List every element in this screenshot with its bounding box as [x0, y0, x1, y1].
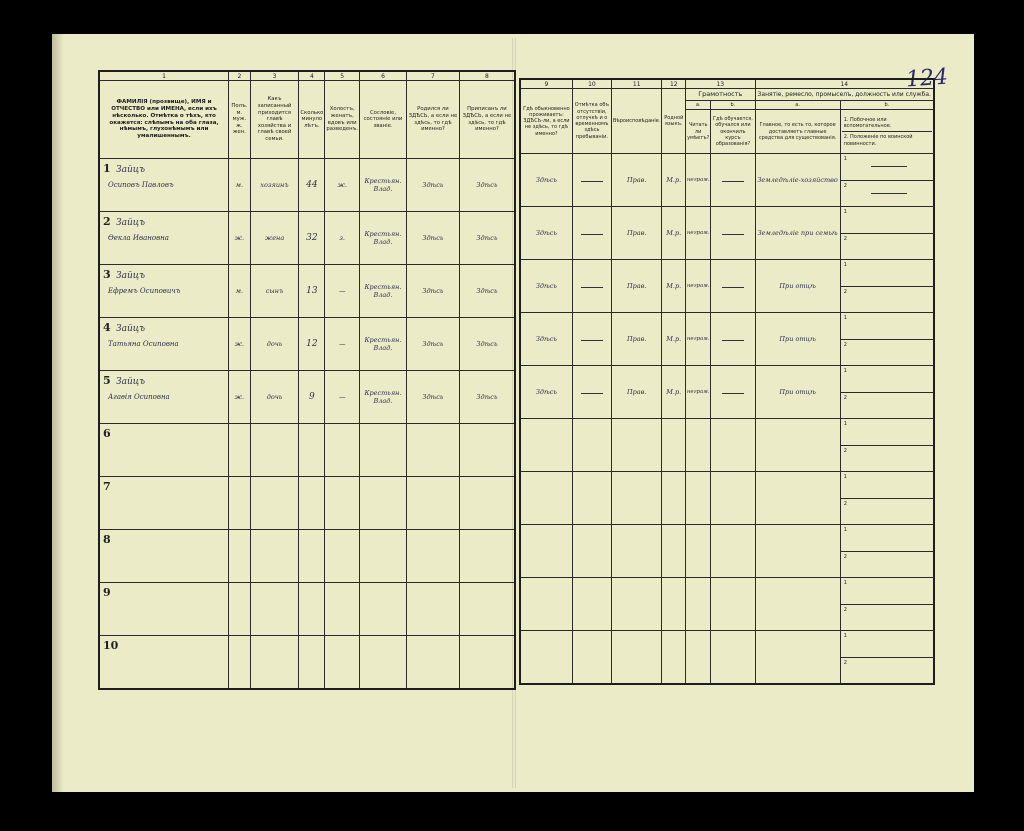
marital-status	[325, 477, 360, 530]
row-number: 3	[103, 268, 111, 281]
sub-number: 2	[843, 606, 847, 613]
header-schooling: Гдѣ обучается, обучался или окончилъ курсъ образованія?	[711, 110, 755, 154]
header-main-occupation: Главное, то есть то, которое доставляетъ главные средства для существованія.	[755, 110, 840, 154]
header-occupation-b: b.	[840, 101, 934, 110]
table-row	[520, 419, 934, 472]
given-name: Ѳекла Ивановна	[108, 234, 169, 242]
table-row	[520, 260, 934, 313]
main-occupation: При отцѣ	[755, 260, 840, 313]
side-line-2	[841, 181, 933, 207]
sex	[229, 583, 251, 636]
col-num: 14	[755, 79, 934, 89]
registration: Здѣсь	[459, 159, 515, 212]
side-occupation	[840, 578, 934, 631]
sub-number: 1	[843, 262, 847, 269]
header-col-6: Сословіе, состояніе или званіе.	[360, 81, 407, 159]
absence	[572, 525, 611, 578]
birthplace: Здѣсь	[406, 371, 459, 424]
sub-number: 1	[843, 474, 847, 481]
absence	[572, 366, 611, 419]
side-line-2	[841, 287, 933, 313]
side-line-2	[841, 499, 933, 525]
estate	[360, 424, 407, 477]
table-row	[99, 212, 515, 265]
header-absence: Отмѣтка объ отсутствіи, отлучкѣ и о временномъ здѣсь пребываніи.	[572, 89, 611, 154]
given-name: Осиповъ Павловъ	[108, 181, 174, 189]
side-line-2	[841, 605, 933, 631]
sub-number: 1	[843, 633, 847, 640]
marital-status	[325, 424, 360, 477]
header-side-2: 2. Положеніе по воинской повинности.	[842, 131, 932, 149]
schooling	[711, 525, 755, 578]
row-number: 7	[103, 480, 111, 493]
header-side-occupation	[840, 110, 934, 154]
sex: ж.	[229, 318, 251, 371]
column-header-row	[99, 81, 515, 159]
sex: ж.	[229, 371, 251, 424]
absence	[572, 207, 611, 260]
birthplace: Здѣсь	[406, 265, 459, 318]
birthplace	[406, 424, 459, 477]
sub-number: 1	[843, 209, 847, 216]
main-occupation	[755, 419, 840, 472]
sex	[229, 530, 251, 583]
estate	[360, 583, 407, 636]
sub-number: 1	[843, 527, 847, 534]
name-cell	[99, 371, 229, 424]
col-num: 7	[406, 71, 459, 81]
surname: Зайцъ	[116, 165, 146, 175]
registration	[459, 530, 515, 583]
absence	[572, 631, 611, 685]
sex: м.	[229, 159, 251, 212]
dash-mark	[722, 287, 744, 288]
row-number: 9	[103, 586, 111, 599]
age	[299, 424, 325, 477]
table-row	[99, 159, 515, 212]
absence	[572, 260, 611, 313]
row-number: 4	[103, 321, 111, 334]
absence	[572, 419, 611, 472]
literacy: неграм.	[686, 207, 711, 260]
row-number: 10	[103, 639, 119, 652]
marital-status: —	[325, 371, 360, 424]
sex	[229, 424, 251, 477]
header-residence: Гдѣ обыкновенно проживаетъ: ЗДѢСЬ-ли, а если не здѣсь, то гдѣ именно?	[520, 89, 572, 154]
absence	[572, 472, 611, 525]
language: М.р.	[662, 260, 686, 313]
page-number: 124	[905, 64, 949, 93]
absence	[572, 154, 611, 207]
absence	[572, 578, 611, 631]
side-line-1	[841, 366, 933, 393]
literacy: неграм.	[686, 313, 711, 366]
literacy	[686, 525, 711, 578]
side-line-2	[841, 552, 933, 578]
literacy	[686, 472, 711, 525]
dash-mark	[581, 340, 603, 341]
dash-mark	[581, 234, 603, 235]
census-table-left	[98, 70, 516, 690]
estate: Крестьян. Влад.	[360, 265, 407, 318]
absence	[572, 313, 611, 366]
estate: Крестьян. Влад.	[360, 371, 407, 424]
side-occupation	[840, 207, 934, 260]
side-line-1	[841, 419, 933, 446]
residence	[520, 631, 572, 685]
marital-status	[325, 530, 360, 583]
sex	[229, 477, 251, 530]
given-name: Ефремъ Осиповичъ	[108, 287, 181, 295]
table-row	[520, 525, 934, 578]
header-col-7: Родился ли ЗДѢСЬ, а если не здѣсь, то гдѣ именно?	[406, 81, 459, 159]
residence: Здѣсь	[520, 154, 572, 207]
main-occupation: Земледѣліе при семьѣ	[755, 207, 840, 260]
col-num: 2	[229, 71, 251, 81]
main-occupation	[755, 525, 840, 578]
sub-number: 2	[843, 235, 847, 242]
side-line-1	[841, 578, 933, 605]
table-row	[520, 154, 934, 207]
estate	[360, 477, 407, 530]
sub-number: 2	[843, 341, 847, 348]
schooling	[711, 260, 755, 313]
relation	[250, 424, 299, 477]
side-occupation	[840, 419, 934, 472]
schooling	[711, 313, 755, 366]
header-occupation: Занятіе, ремесло, промыселъ, должность или служба.	[755, 89, 934, 101]
sex: м.	[229, 265, 251, 318]
registration	[459, 636, 515, 690]
header-col-1: ФАМИЛІЯ (прозвище), ИМЯ и ОТЧЕСТВО или ИМЕНА, если ихъ нѣсколько. Отмѣтка о тѣхъ, кто окажется: слѣпымъ на оба глаза, нѣмымъ, глухонѣмымъ или умалишеннымъ.	[99, 81, 229, 159]
main-occupation	[755, 472, 840, 525]
literacy	[686, 578, 711, 631]
header-col-2: Полъ. м. муж. ж. жен.	[229, 81, 251, 159]
age: 12	[299, 318, 325, 371]
header-col-3: Какъ записанный приходится главѣ хозяйства и главѣ своей семьи.	[250, 81, 299, 159]
side-line-1	[841, 472, 933, 499]
header-literacy-a: а.	[686, 101, 711, 110]
surname: Зайцъ	[116, 324, 146, 334]
estate: Крестьян. Влад.	[360, 212, 407, 265]
name-cell	[99, 477, 229, 530]
marital-status	[325, 636, 360, 690]
col-num: 13	[686, 79, 755, 89]
sub-number: 2	[843, 447, 847, 454]
age	[299, 583, 325, 636]
estate: Крестьян. Влад.	[360, 318, 407, 371]
sub-number: 1	[843, 156, 847, 163]
age: 13	[299, 265, 325, 318]
side-line-2	[841, 234, 933, 260]
dash-mark	[722, 181, 744, 182]
faith: Прав.	[611, 366, 662, 419]
residence	[520, 419, 572, 472]
side-occupation	[840, 525, 934, 578]
column-number-row-right	[520, 79, 934, 89]
relation: жена	[250, 212, 299, 265]
schooling	[711, 419, 755, 472]
residence: Здѣсь	[520, 207, 572, 260]
table-row	[99, 371, 515, 424]
table-row	[99, 583, 515, 636]
birthplace	[406, 477, 459, 530]
surname: Зайцъ	[116, 271, 146, 281]
dash-mark	[722, 393, 744, 394]
given-name: Татьяна Осиповна	[108, 340, 179, 348]
name-cell	[99, 636, 229, 690]
residence: Здѣсь	[520, 366, 572, 419]
table-row	[520, 631, 934, 685]
side-occupation	[840, 154, 934, 207]
residence	[520, 578, 572, 631]
name-cell	[99, 212, 229, 265]
main-occupation	[755, 578, 840, 631]
side-line-2	[841, 658, 933, 684]
relation	[250, 583, 299, 636]
registration	[459, 477, 515, 530]
header-col-8: Приписанъ ли ЗДѢСЬ, а если не здѣсь, то гдѣ именно?	[459, 81, 515, 159]
name-cell	[99, 159, 229, 212]
side-line-2	[841, 340, 933, 366]
census-table-right	[519, 78, 935, 685]
faith	[611, 631, 662, 685]
birthplace: Здѣсь	[406, 159, 459, 212]
row-number: 1	[103, 162, 111, 175]
literacy: неграм.	[686, 154, 711, 207]
name-cell	[99, 424, 229, 477]
table-row	[99, 636, 515, 690]
sub-number: 1	[843, 421, 847, 428]
relation: хозяинъ	[250, 159, 299, 212]
estate: Крестьян. Влад.	[360, 159, 407, 212]
col-num: 4	[299, 71, 325, 81]
age: 32	[299, 212, 325, 265]
side-line-1	[841, 313, 933, 340]
residence: Здѣсь	[520, 260, 572, 313]
main-occupation	[755, 631, 840, 685]
right-body	[520, 154, 934, 685]
registration: Здѣсь	[459, 212, 515, 265]
col-num: 5	[325, 71, 360, 81]
faith	[611, 578, 662, 631]
col-num: 9	[520, 79, 572, 89]
schooling	[711, 366, 755, 419]
row-number: 6	[103, 427, 111, 440]
faith: Прав.	[611, 207, 662, 260]
sub-number: 1	[843, 368, 847, 375]
name-cell	[99, 318, 229, 371]
header-side-1: 1. Побочное или вспомогательное.	[843, 116, 892, 129]
col-num: 11	[611, 79, 662, 89]
col-num: 6	[360, 71, 407, 81]
header-occupation-a: а.	[755, 101, 840, 110]
main-occupation: При отцѣ	[755, 366, 840, 419]
side-line-2	[841, 393, 933, 419]
residence	[520, 525, 572, 578]
marital-status: —	[325, 265, 360, 318]
relation	[250, 530, 299, 583]
table-row	[520, 578, 934, 631]
table-row	[99, 530, 515, 583]
header-faith: Вѣроисповѣданіе.	[611, 89, 662, 154]
dash-mark	[722, 340, 744, 341]
birthplace: Здѣсь	[406, 318, 459, 371]
col-num: 3	[250, 71, 299, 81]
row-number: 8	[103, 533, 111, 546]
estate	[360, 530, 407, 583]
marital-status: ж.	[325, 159, 360, 212]
dash-mark	[581, 287, 603, 288]
header-col-5: Холостъ, женатъ, вдовъ или разведенъ.	[325, 81, 360, 159]
header-col-4: Сколько минуло лѣтъ.	[299, 81, 325, 159]
surname: Зайцъ	[116, 218, 146, 228]
literacy: неграм.	[686, 260, 711, 313]
sub-number: 2	[843, 553, 847, 560]
name-cell	[99, 265, 229, 318]
side-occupation	[840, 366, 934, 419]
schooling	[711, 472, 755, 525]
faith	[611, 419, 662, 472]
surname: Зайцъ	[116, 377, 146, 387]
main-occupation: Земледѣліе-хозяйство	[755, 154, 840, 207]
sub-number: 1	[843, 315, 847, 322]
name-cell	[99, 530, 229, 583]
sub-number: 2	[843, 659, 847, 666]
age	[299, 477, 325, 530]
relation: дочь	[250, 318, 299, 371]
side-line-1	[841, 525, 933, 552]
side-line-2	[841, 446, 933, 472]
col-num: 10	[572, 79, 611, 89]
language	[662, 578, 686, 631]
faith: Прав.	[611, 260, 662, 313]
side-occupation	[840, 472, 934, 525]
faith	[611, 472, 662, 525]
table-row	[520, 313, 934, 366]
birthplace: Здѣсь	[406, 212, 459, 265]
side-line-1	[841, 154, 933, 181]
schooling	[711, 207, 755, 260]
age	[299, 530, 325, 583]
marital-status	[325, 583, 360, 636]
registration	[459, 583, 515, 636]
sub-number: 2	[843, 182, 847, 189]
row-number: 2	[103, 215, 111, 228]
literacy	[686, 631, 711, 685]
faith	[611, 525, 662, 578]
language	[662, 472, 686, 525]
table-row	[99, 424, 515, 477]
name-cell	[99, 583, 229, 636]
faith: Прав.	[611, 154, 662, 207]
estate	[360, 636, 407, 690]
given-name: Агаѳія Осиповна	[108, 393, 170, 401]
schooling	[711, 578, 755, 631]
header-reads: Читать ли умѣетъ?	[686, 110, 711, 154]
language: М.р.	[662, 366, 686, 419]
language	[662, 419, 686, 472]
table-row	[520, 207, 934, 260]
main-occupation: При отцѣ	[755, 313, 840, 366]
sub-number: 2	[843, 394, 847, 401]
col-num: 12	[662, 79, 686, 89]
residence	[520, 472, 572, 525]
dash-mark	[871, 193, 907, 194]
sex	[229, 636, 251, 690]
dash-mark	[581, 181, 603, 182]
language: М.р.	[662, 154, 686, 207]
registration	[459, 424, 515, 477]
faith: Прав.	[611, 313, 662, 366]
birthplace	[406, 636, 459, 690]
side-line-1	[841, 631, 933, 658]
dash-mark	[722, 234, 744, 235]
col-num: 8	[459, 71, 515, 81]
side-occupation	[840, 631, 934, 685]
table-row	[520, 366, 934, 419]
sub-number: 2	[843, 288, 847, 295]
dash-mark	[581, 393, 603, 394]
sub-number: 2	[843, 500, 847, 507]
literacy: неграм.	[686, 366, 711, 419]
side-line-1	[841, 260, 933, 287]
language	[662, 525, 686, 578]
relation: сынъ	[250, 265, 299, 318]
age: 9	[299, 371, 325, 424]
language: М.р.	[662, 207, 686, 260]
residence: Здѣсь	[520, 313, 572, 366]
age: 44	[299, 159, 325, 212]
table-row	[520, 472, 934, 525]
column-number-row	[99, 71, 515, 81]
relation	[250, 636, 299, 690]
table-row	[99, 265, 515, 318]
side-line-1	[841, 207, 933, 234]
table-row	[99, 318, 515, 371]
side-occupation	[840, 313, 934, 366]
page-edge-shadow	[52, 34, 64, 792]
language: М.р.	[662, 313, 686, 366]
left-body	[99, 159, 515, 690]
relation: дочь	[250, 371, 299, 424]
marital-status: з.	[325, 212, 360, 265]
schooling	[711, 631, 755, 685]
registration: Здѣсь	[459, 371, 515, 424]
row-number: 5	[103, 374, 111, 387]
sub-number: 1	[843, 580, 847, 587]
table-row	[99, 477, 515, 530]
registration: Здѣсь	[459, 318, 515, 371]
side-occupation	[840, 260, 934, 313]
sex: ж.	[229, 212, 251, 265]
dash-mark	[871, 166, 907, 167]
relation	[250, 477, 299, 530]
language	[662, 631, 686, 685]
registration: Здѣсь	[459, 265, 515, 318]
col-num: 1	[99, 71, 229, 81]
header-literacy-b: b.	[711, 101, 755, 110]
schooling	[711, 154, 755, 207]
header-language: Родной языкъ.	[662, 89, 686, 154]
birthplace	[406, 530, 459, 583]
age	[299, 636, 325, 690]
marital-status: —	[325, 318, 360, 371]
literacy	[686, 419, 711, 472]
header-literacy: Грамотность	[686, 89, 755, 101]
birthplace	[406, 583, 459, 636]
